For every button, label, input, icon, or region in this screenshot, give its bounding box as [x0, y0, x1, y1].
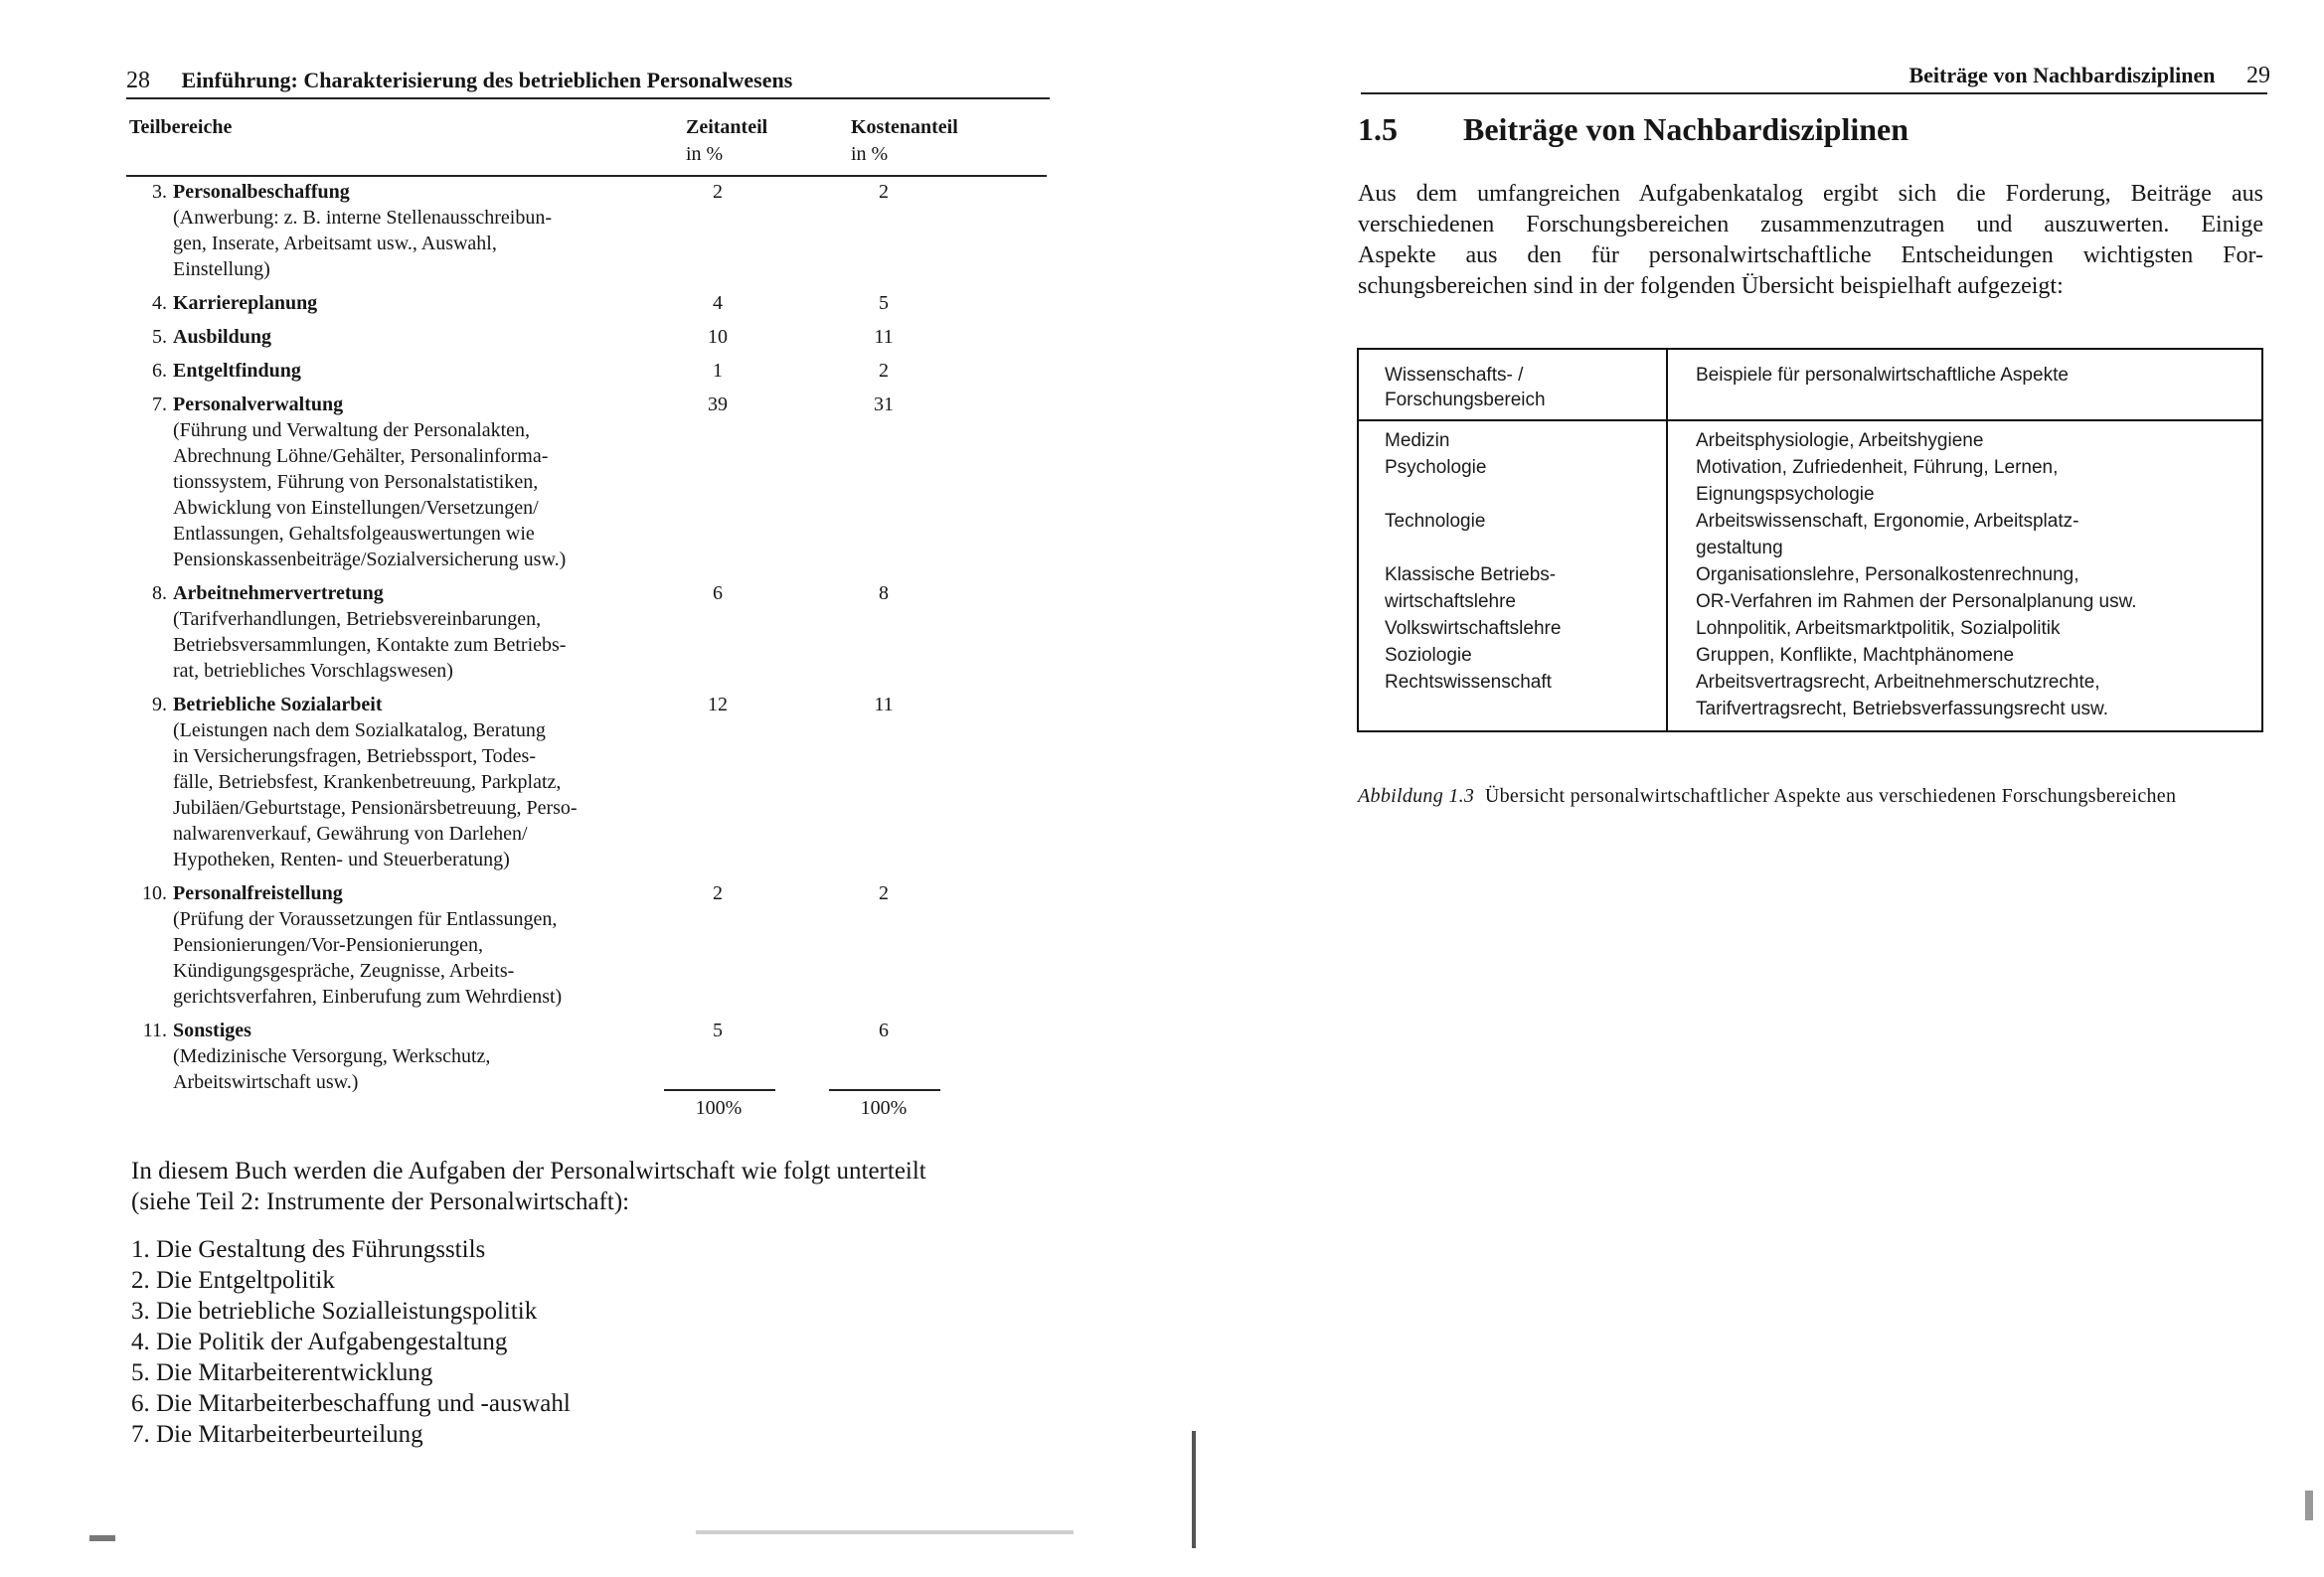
right-page [1162, 0, 2324, 1577]
table-row [1358, 561, 2262, 615]
task-cost-share: 31 [874, 394, 894, 415]
research-area-cell [1358, 561, 1667, 615]
task-description-line: tionssystem, Führung von Personalstatistiken, [173, 471, 539, 493]
research-area: Soziologie [1385, 645, 1472, 666]
list-item: 5. Die Mitarbeiterentwicklung [131, 1359, 433, 1386]
caption-text: Übersicht personalwirtschaftlicher Aspekte aus verschiedenen Forschungsbereichen [1484, 785, 2177, 807]
section-number: 1.5 [1358, 111, 1398, 147]
section-paragraph [1358, 179, 2263, 302]
table-header-area: Teilbereiche [129, 116, 233, 138]
table-header-time [686, 114, 767, 168]
task-title: Arbeitnehmervertretung [173, 582, 384, 604]
head-rule [126, 97, 1050, 99]
sum-rule-time [664, 1089, 775, 1091]
example-line: Organisationslehre, Personalkostenrechnung, [1696, 564, 2079, 585]
examples-cell [1667, 669, 2262, 731]
table-row [129, 880, 1004, 1010]
table-header-rule [126, 175, 1047, 177]
paragraph-line: Aspekte aus den für personalwirtschaftliche Entscheidungen wichtigsten For- [1358, 242, 2263, 268]
list-item: 3. Die betriebliche Sozialleistungspolitik [131, 1298, 538, 1325]
task-description-line: (Medizinische Versorgung, Werkschutz, [173, 1045, 491, 1067]
task-description-line: rat, betriebliches Vorschlagswesen) [173, 660, 453, 682]
example-line: Eignungspsychologie [1696, 484, 1875, 505]
list-item: 2. Die Entgeltpolitik [131, 1267, 335, 1294]
left-page-number: 28 [126, 68, 150, 93]
task-description-line: (Führung und Verwaltung der Personalakten, [173, 419, 531, 441]
table-header-examples: Beispiele für personalwirtschaftliche Aspekte [1667, 349, 2262, 420]
section-title: Beiträge von Nachbardisziplinen [1463, 111, 1909, 147]
task-number: 7. [152, 394, 167, 415]
section-heading [1358, 111, 1909, 148]
task-cost-share: 2 [879, 360, 889, 382]
example-line: gestaltung [1696, 538, 1783, 558]
examples-cell [1667, 615, 2262, 642]
scan-artifact [89, 1535, 115, 1541]
task-cost-share: 11 [874, 694, 894, 715]
task-cost-share: 11 [874, 326, 894, 348]
example-line: Lohnpolitik, Arbeitsmarktpolitik, Sozialpolitik [1696, 618, 2061, 639]
task-time-share: 4 [713, 292, 723, 314]
research-area: Rechtswissenschaft [1385, 672, 1552, 693]
task-number: 10. [142, 882, 167, 904]
aspects-table-body [1358, 420, 2262, 731]
caption-label: Abbildung 1.3 [1358, 785, 1475, 807]
example-line: Arbeitsvertragsrecht, Arbeitnehmerschutzrechte, [1696, 672, 2100, 693]
intro-line: In diesem Buch werden die Aufgaben der Personalwirtschaft wie folgt unterteilt [131, 1158, 926, 1184]
list-item: 4. Die Politik der Aufgabengestaltung [131, 1329, 508, 1355]
book-sections-list [131, 1234, 571, 1450]
table-row [129, 392, 1004, 572]
task-description-line: in Versicherungsfragen, Betriebssport, Todes- [173, 745, 536, 767]
research-area-cell [1358, 642, 1667, 669]
task-cost-share: 2 [879, 882, 889, 904]
task-description-line: Hypotheken, Renten- und Steuerberatung) [173, 849, 510, 870]
examples-cell [1667, 508, 2262, 561]
task-description-line: (Anwerbung: z. B. interne Stellenausschreibun- [173, 207, 553, 229]
example-line: Arbeitsphysiologie, Arbeitshygiene [1696, 430, 1984, 451]
task-number: 5. [152, 326, 167, 348]
task-title: Karriereplanung [173, 292, 318, 314]
table-row [1358, 615, 2262, 642]
right-running-head [1909, 63, 2270, 89]
task-cost-share: 2 [879, 181, 889, 203]
task-time-share: 1 [713, 360, 723, 382]
task-number: 6. [152, 360, 167, 382]
task-number: 9. [152, 694, 167, 715]
task-number: 11. [142, 1020, 167, 1041]
task-number: 8. [152, 582, 167, 604]
task-description-line: nalwarenverkauf, Gewährung von Darlehen/ [173, 823, 528, 845]
scan-artifact [2305, 1491, 2313, 1520]
task-cost-share: 5 [879, 292, 889, 314]
example-line: Arbeitswissenschaft, Ergonomie, Arbeitsplatz- [1696, 511, 2079, 532]
task-description-line: (Leistungen nach dem Sozialkatalog, Beratung [173, 719, 546, 741]
table-row [1358, 420, 2262, 454]
examples-cell [1667, 642, 2262, 669]
task-description-line: (Tarifverhandlungen, Betriebsvereinbarungen, [173, 608, 542, 630]
task-title: Sonstiges [173, 1020, 251, 1041]
table-row [1358, 669, 2262, 731]
task-cost-share: 8 [879, 582, 889, 604]
examples-cell [1667, 561, 2262, 615]
left-running-head-title: Einführung: Charakterisierung des betrieblichen Personalwesens [181, 68, 793, 92]
table-header-time-label: Zeitanteil [686, 116, 768, 138]
table-row [1358, 642, 2262, 669]
table-row [129, 358, 1004, 384]
task-description-line: Arbeitswirtschaft usw.) [173, 1071, 359, 1093]
research-area: wirtschaftslehre [1385, 591, 1516, 612]
left-running-head [126, 68, 792, 94]
research-area-cell [1358, 454, 1667, 508]
task-time-share: 5 [713, 1020, 723, 1041]
table-header-cost-label: Kostenanteil [851, 116, 958, 138]
list-item: 1. Die Gestaltung des Führungsstils [131, 1236, 486, 1263]
research-area-cell [1358, 420, 1667, 454]
research-area: Klassische Betriebs- [1385, 564, 1557, 585]
task-description-line: Betriebsversammlungen, Kontakte zum Betriebs- [173, 634, 567, 656]
research-area: Medizin [1385, 430, 1450, 451]
list-item: 6. Die Mitarbeiterbeschaffung und -auswahl [131, 1390, 571, 1417]
aspects-table [1357, 348, 2263, 732]
task-time-share: 39 [708, 394, 728, 415]
right-page-number: 29 [2246, 63, 2270, 88]
figure-caption [1358, 780, 2262, 812]
task-time-share: 12 [708, 694, 728, 715]
task-description-line: Pensionierungen/Vor-Pensionierungen, [173, 934, 483, 956]
intro-paragraph [131, 1156, 926, 1217]
research-area: Psychologie [1385, 457, 1487, 478]
task-title: Betriebliche Sozialarbeit [173, 694, 383, 715]
paragraph-line: verschiedenen Forschungsbereichen zusammenzutragen und auszuwerten. Einige [1358, 212, 2263, 237]
total-cost: 100% [860, 1097, 908, 1119]
table-row [129, 179, 1004, 282]
task-title: Personalfreistellung [173, 882, 343, 904]
task-description-line: Abwicklung von Einstellungen/Versetzungen/ [173, 497, 539, 519]
header-line: Wissenschafts- / [1385, 365, 1524, 386]
task-title: Ausbildung [173, 326, 271, 348]
paragraph-line: Aus dem umfangreichen Aufgabenkatalog ergibt sich die Forderung, Beiträge aus [1358, 181, 2263, 207]
research-area: Volkswirtschaftslehre [1385, 618, 1562, 639]
task-number: 4. [152, 292, 167, 314]
example-line: OR-Verfahren im Rahmen der Personalplanung usw. [1696, 591, 2137, 612]
table-header-cost-unit: in % [851, 143, 889, 165]
research-area-cell [1358, 615, 1667, 642]
task-cost-share: 6 [879, 1020, 889, 1041]
table-row [129, 1018, 1004, 1095]
task-number: 3. [152, 181, 167, 203]
examples-cell [1667, 420, 2262, 454]
task-description-line: Abrechnung Löhne/Gehälter, Personalinforma- [173, 445, 549, 467]
task-description-line: Pensionskassenbeiträge/Sozialversicherung usw.) [173, 549, 567, 570]
task-description-line: gerichtsverfahren, Einberufung zum Wehrdienst) [173, 986, 563, 1008]
task-title: Entgeltfindung [173, 360, 301, 382]
task-description-line: fälle, Betriebsfest, Krankenbetreuung, Parkplatz, [173, 771, 562, 793]
table-header-cost [851, 114, 958, 168]
task-time-share: 2 [713, 181, 723, 203]
table-row [1358, 508, 2262, 561]
task-table [129, 179, 1004, 1103]
table-row [1358, 454, 2262, 508]
task-title: Personalbeschaffung [173, 181, 350, 203]
task-description-line: Jubiläen/Geburtstage, Pensionärsbetreuung, Perso- [173, 797, 578, 819]
table-row [129, 324, 1004, 350]
table-header-time-unit: in % [686, 143, 724, 165]
task-description-line: Entlassungen, Gehaltsfolgeauswertungen wie [173, 523, 535, 545]
table-header-area [1358, 349, 1667, 420]
research-area-cell [1358, 669, 1667, 731]
scan-artifact [696, 1530, 1074, 1534]
sum-rule-cost [829, 1089, 940, 1091]
task-time-share: 10 [708, 326, 728, 348]
research-area: Technologie [1385, 511, 1486, 532]
table-row [129, 290, 1004, 316]
paragraph-line: schungsbereichen sind in der folgenden Übersicht beispielhaft aufgezeigt: [1358, 273, 2064, 299]
right-running-head-title: Beiträge von Nachbardisziplinen [1909, 63, 2216, 87]
task-title: Personalverwaltung [173, 394, 344, 415]
list-item: 7. Die Mitarbeiterbeurteilung [131, 1421, 423, 1448]
task-time-share: 6 [713, 582, 723, 604]
research-area-cell [1358, 508, 1667, 561]
intro-line: (siehe Teil 2: Instrumente der Personalwirtschaft): [131, 1188, 630, 1215]
table-row [129, 580, 1004, 684]
task-description-line: gen, Inserate, Arbeitsamt usw., Auswahl, [173, 233, 497, 254]
example-line: Motivation, Zufriedenheit, Führung, Lernen, [1696, 457, 2059, 478]
task-description-line: (Prüfung der Voraussetzungen für Entlassungen, [173, 908, 558, 930]
total-time: 100% [695, 1097, 743, 1119]
task-description-line: Einstellung) [173, 258, 270, 280]
example-line: Tarifvertragsrecht, Betriebsverfassungsrecht usw. [1696, 699, 2109, 719]
task-time-share: 2 [713, 882, 723, 904]
task-description-line: Kündigungsgespräche, Zeugnisse, Arbeits- [173, 960, 515, 982]
examples-cell [1667, 454, 2262, 508]
head-rule [1361, 92, 2267, 94]
example-line: Gruppen, Konflikte, Machtphänomene [1696, 645, 2015, 666]
table-row [129, 692, 1004, 872]
header-line: Forschungsbereich [1385, 390, 1546, 410]
